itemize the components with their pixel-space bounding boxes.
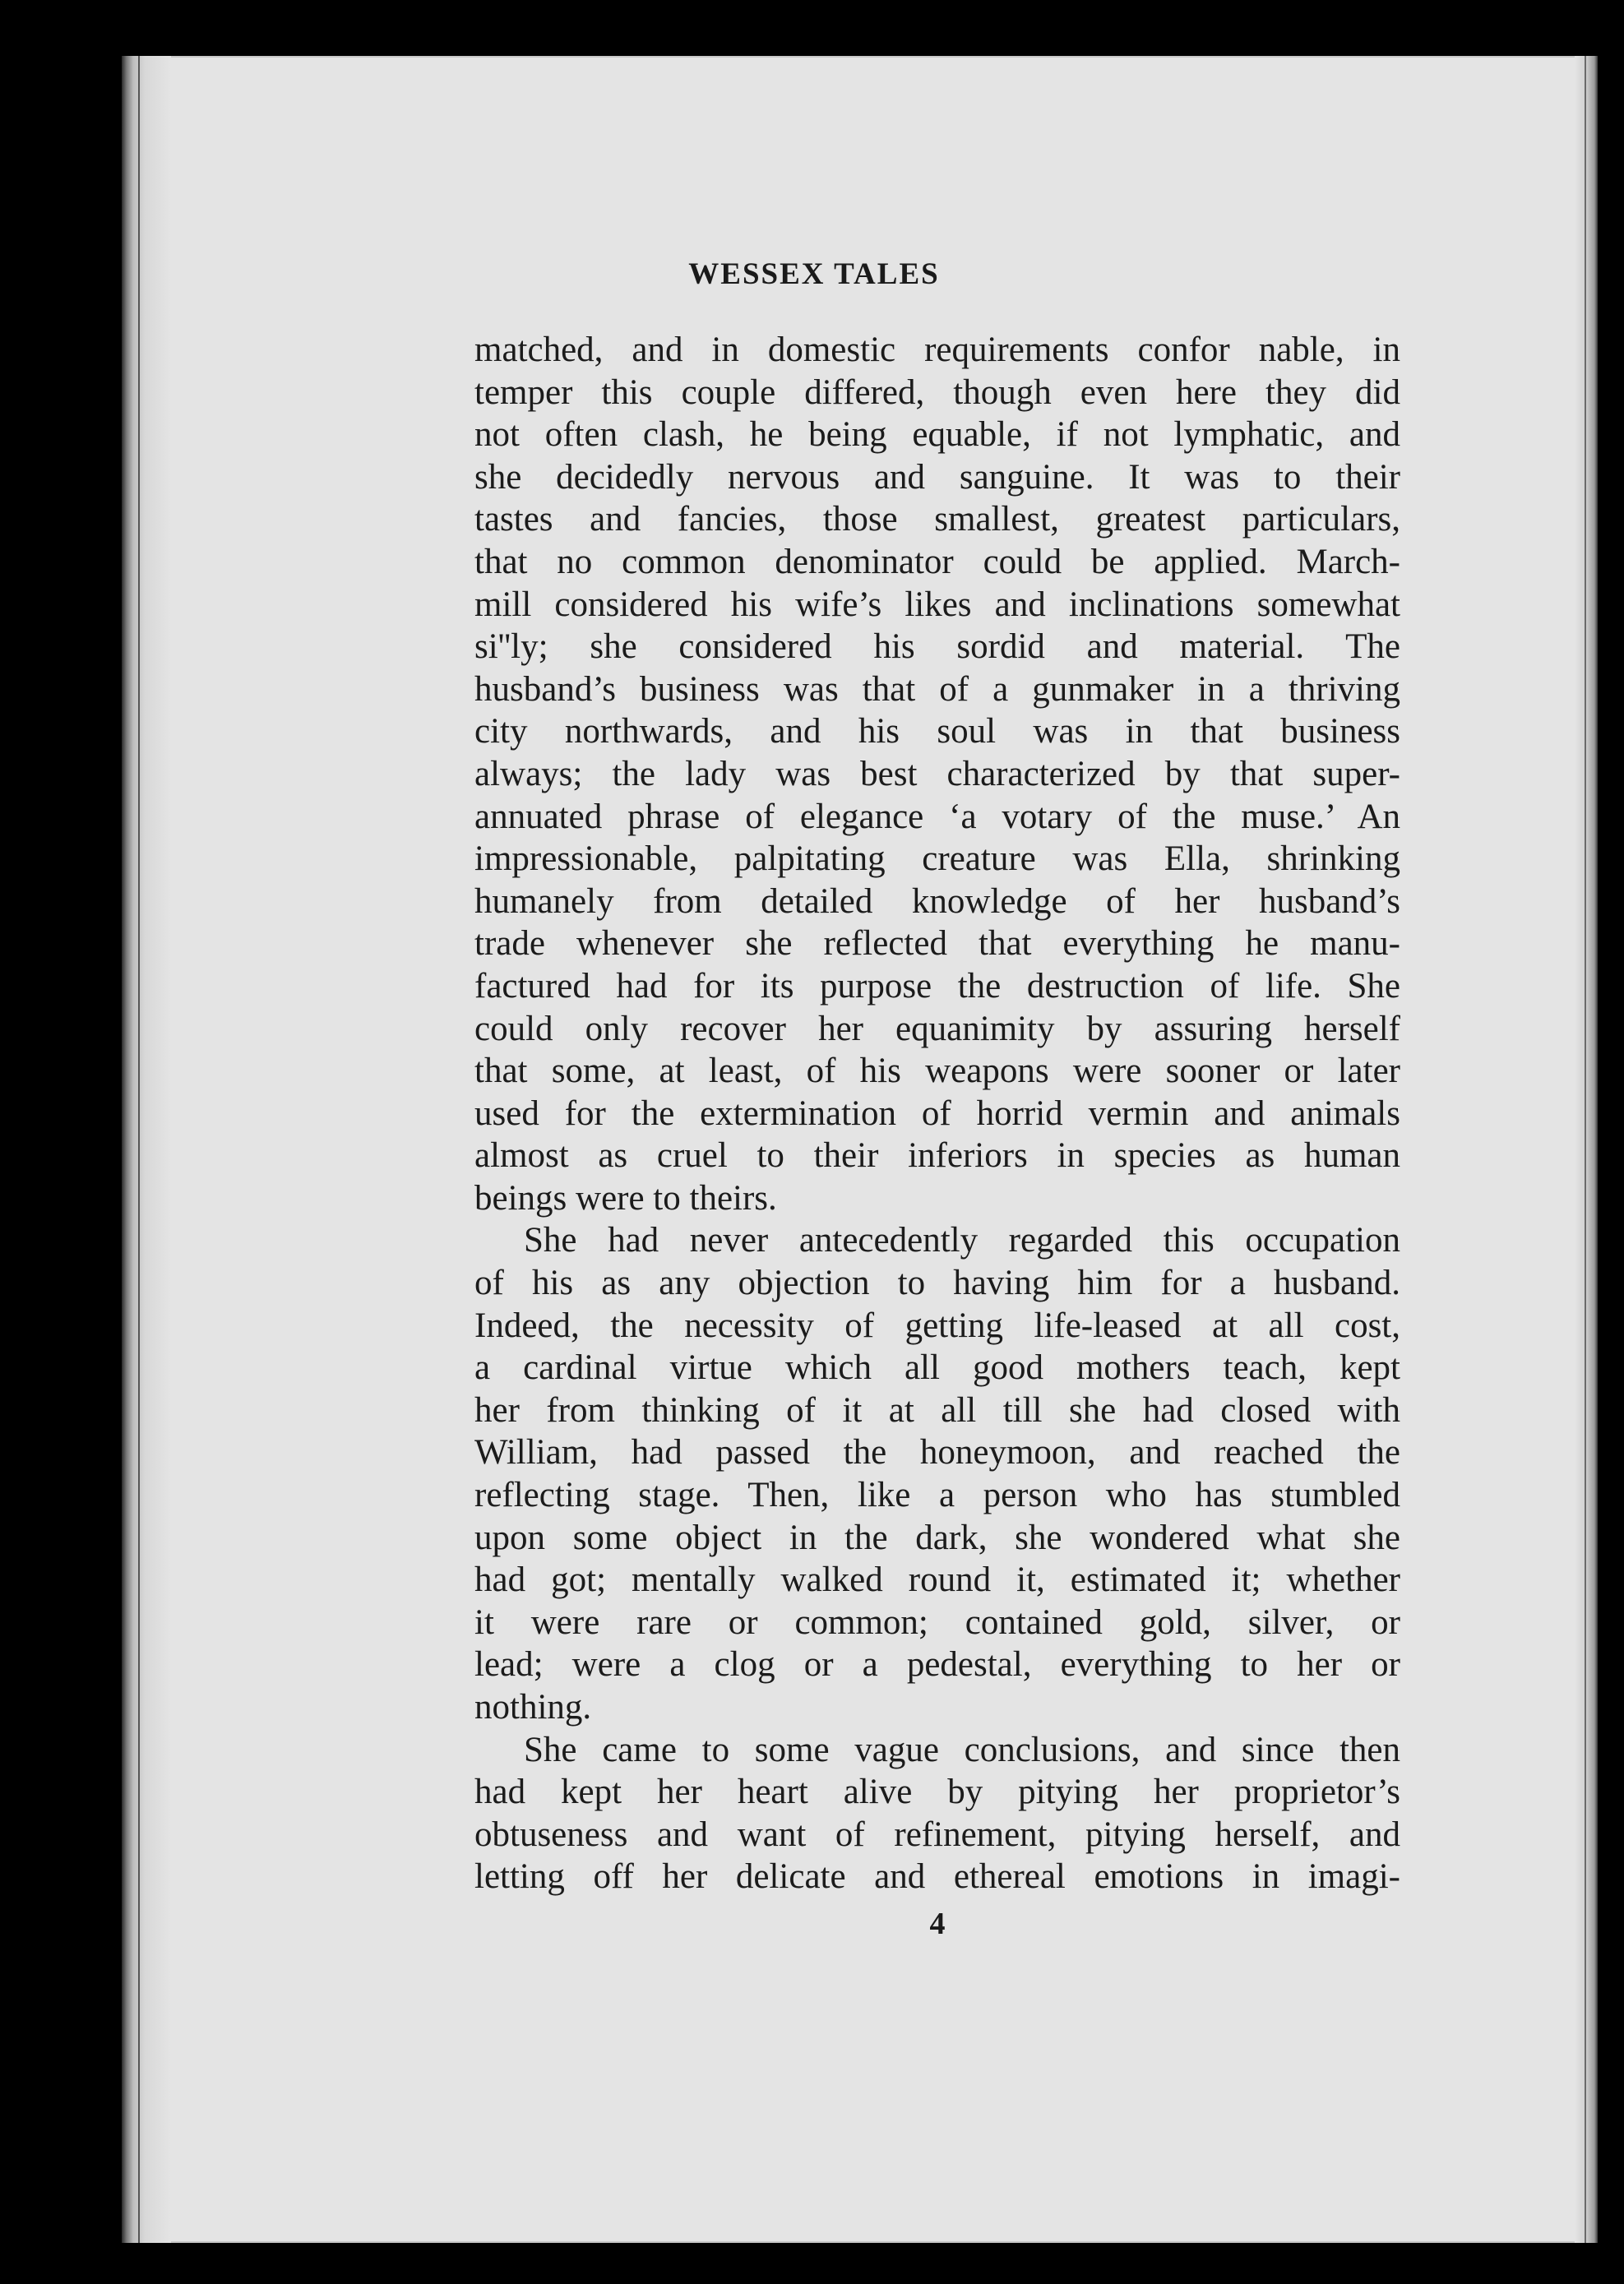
- text-line: si''ly; she considered his sordid and material. The: [474, 627, 1400, 667]
- text-line: matched, and in domestic requirements confor nable, in: [474, 331, 1400, 369]
- text-line: a cardinal virtue which all good mothers teach, kept: [474, 1348, 1400, 1388]
- text-line: that no common denominator could be applied. March-: [474, 542, 1400, 581]
- text-line: could only recover her equanimity by assuring herself: [474, 1009, 1400, 1048]
- text-line: husband’s business was that of a gunmaker in a thriving: [474, 669, 1400, 709]
- running-head: WESSEX TALES: [688, 257, 940, 291]
- text-line: lead; were a clog or a pedestal, everything to her or: [474, 1645, 1400, 1685]
- text-line: used for the extermination of horrid vermin and animals: [474, 1093, 1400, 1133]
- text-line: humanely from detailed knowledge of her husband’s: [474, 881, 1400, 921]
- body-text: [474, 329, 1400, 1898]
- page-right-edge: [1575, 56, 1598, 2243]
- text-line: upon some object in the dark, she wondered what she: [474, 1518, 1400, 1557]
- text-line: of his as any objection to having him for a husband.: [474, 1264, 1400, 1303]
- page-binding-gutter: [122, 56, 171, 2243]
- text-line: always; the lady was best characterized by that super-: [474, 754, 1400, 793]
- text-line: had kept her heart alive by pitying her proprietor’s: [474, 1773, 1400, 1812]
- text-line: beings were to theirs.: [474, 1178, 777, 1218]
- text-line: Indeed, the necessity of getting life-leased at all cost,: [474, 1306, 1400, 1345]
- text-line: city northwards, and his soul was in that business: [474, 712, 1400, 751]
- text-line: William, had passed the honeymoon, and reached the: [474, 1433, 1400, 1473]
- text-line: that some, at least, of his weapons were sooner or later: [474, 1052, 1400, 1091]
- text-line: tastes and fancies, those smallest, greatest particulars,: [474, 500, 1400, 539]
- text-line: nothing.: [474, 1688, 592, 1727]
- text-line: her from thinking of it at all till she had closed with: [474, 1390, 1400, 1430]
- paragraph-first-line: She had never antecedently regarded this occupation: [524, 1221, 1400, 1260]
- text-line: trade whenever she reflected that everything he manu-: [474, 924, 1400, 964]
- paragraph-first-line: She came to some vague conclusions, and since then: [524, 1730, 1400, 1769]
- text-line: obtuseness and want of refinement, pitying herself, and: [474, 1815, 1400, 1854]
- text-line: annuated phrase of elegance ‘a votary of the muse.’ An: [474, 797, 1400, 836]
- text-line: it were rare or common; contained gold, silver, or: [474, 1602, 1400, 1642]
- text-line: factured had for its purpose the destruction of life. She: [474, 966, 1400, 1006]
- text-line: mill considered his wife’s likes and inclinations somewhat: [474, 585, 1400, 624]
- text-line: almost as cruel to their inferiors in species as human: [474, 1136, 1400, 1176]
- page-number: 4: [929, 1907, 946, 1941]
- text-line: temper this couple differed, though even here they did: [474, 372, 1400, 412]
- text-line: letting off her delicate and ethereal emotions in imagi-: [474, 1857, 1400, 1897]
- text-line: had got; mentally walked round it, estimated it; whether: [474, 1560, 1400, 1600]
- text-line: impressionable, palpitating creature was Ella, shrinking: [474, 839, 1400, 879]
- text-line: she decidedly nervous and sanguine. It was to their: [474, 457, 1400, 497]
- text-line: reflecting stage. Then, like a person who has stumbled: [474, 1476, 1400, 1515]
- text-line: not often clash, he being equable, if not lymphatic, and: [474, 415, 1400, 455]
